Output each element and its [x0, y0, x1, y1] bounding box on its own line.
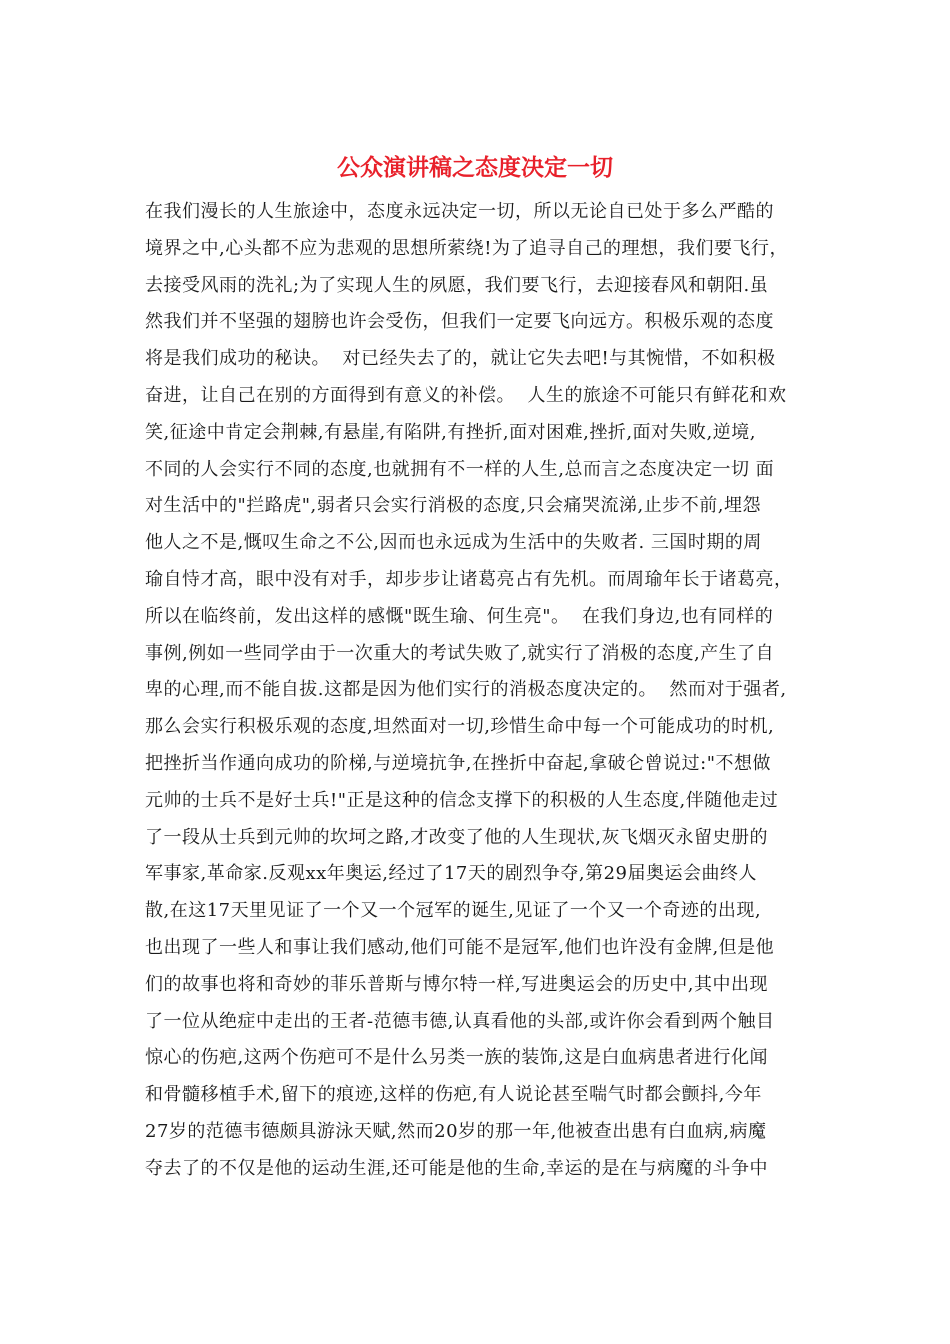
text-line: 元帅的士兵不是好士兵!"正是这种的信念支撑下的积极的人生态度,伴随他走过 [145, 789, 779, 811]
page-title: 公众演讲稿之态度决定一切 [337, 154, 613, 181]
body-text [145, 194, 825, 1188]
text-line: 惊心的伤疤,这两个伤疤可不是什么另类一族的装饰,这是白血病患者进行化闻 [145, 1047, 768, 1069]
text-line: 然我们并不坚强的翅膀也许会受伤，但我们一定要飞向远方。积极乐观的态度 [145, 311, 774, 333]
text-line: 将是我们成功的秘诀。 对已经失去了的，就让它失去吧!与其惋惜，不如积极 [145, 348, 776, 370]
text-line: 了一位从绝症中走出的王者-范德韦德,认真看他的头部,或许你会看到两个触目 [145, 1010, 775, 1032]
text-line: 散,在这17天里见证了一个又一个冠军的诞生,见证了一个又一个奇迹的出现, [145, 900, 762, 922]
text-line: 对生活中的"拦路虎",弱者只会实行消极的态度,只会痛哭流涕,止步不前,埋怨 [145, 495, 761, 517]
text-line: 把挫折当作通向成功的阶梯,与逆境抗争,在挫折中奋起,拿破仑曾说过:"不想做 [145, 752, 772, 774]
text-line: 也出现了一些人和事让我们感动,他们可能不是冠军,他们也许没有金牌,但是他 [145, 936, 775, 958]
text-line: 和骨髓移植手术,留下的痕迹,这样的伤疤,有人说论甚至喘气时都会颤抖,今年 [145, 1084, 762, 1106]
text-line: 夺去了的不仅是他的运动生涯,还可能是他的生命,幸运的是在与病魔的斗争中 [145, 1157, 768, 1179]
text-line: 了一段从士兵到元帅的坎坷之路,才改变了他的人生现状,灰飞烟灭永留史册的 [145, 826, 768, 848]
text-line: 瑜自恃才高，眼中没有对手，却步步让诸葛亮占有先机。而周瑜年长于诸葛亮， [145, 568, 793, 590]
text-line: 境界之中,心头都不应为悲观的思想所萦绕!为了追寻自己的理想，我们要飞行， [145, 237, 788, 259]
text-line: 所以在临终前，发出这样的感慨"既生瑜、何生亮"。 在我们身边,也有同样的 [145, 605, 774, 627]
text-line: 奋进，让自己在别的方面得到有意义的补偿。 人生的旅途不可能只有鲜花和欢 [145, 384, 787, 406]
text-line: 他人之不是,慨叹生命之不公,因而也永远成为生活中的失败者. 三国时期的周 [145, 532, 762, 554]
text-line: 事例,例如一些同学由于一次重大的考试失败了,就实行了消极的态度,产生了自 [145, 642, 775, 664]
text-line: 军事家,革命家.反观xx年奥运,经过了17天的剧烈争夺,第29届奥运会曲终人 [145, 863, 757, 885]
text-line: 在我们漫长的人生旅途中，态度永远决定一切，所以无论自已处于多么严酷的 [145, 201, 774, 222]
text-line: 们的故事也将和奇妙的菲乐普斯与博尔特一样,写进奥运会的历史中,其中出现 [145, 973, 768, 995]
text-line: 那么会实行积极乐观的态度,坦然面对一切,珍惜生命中每一个可能成功的时机, [145, 716, 775, 738]
text-line: 卑的心理,而不能自拔.这都是因为他们实行的消极态度决定的。 然而对于强者, [145, 679, 787, 701]
text-line: 去接受风雨的洗礼;为了实现人生的夙愿，我们要飞行，去迎接春风和朝阳.虽 [145, 274, 769, 296]
text-line: 笑,征途中肯定会荆棘,有悬崖,有陷阱,有挫折,面对困难,挫折,面对失败,逆境, [145, 421, 756, 443]
text-line: 不同的人会实行不同的态度,也就拥有不一样的人生,总而言之态度决定一切 面 [145, 458, 775, 480]
text-line: 27岁的范德韦德颇具游泳天赋,然而20岁的那一年,他被查出患有白血病,病魔 [145, 1120, 767, 1142]
